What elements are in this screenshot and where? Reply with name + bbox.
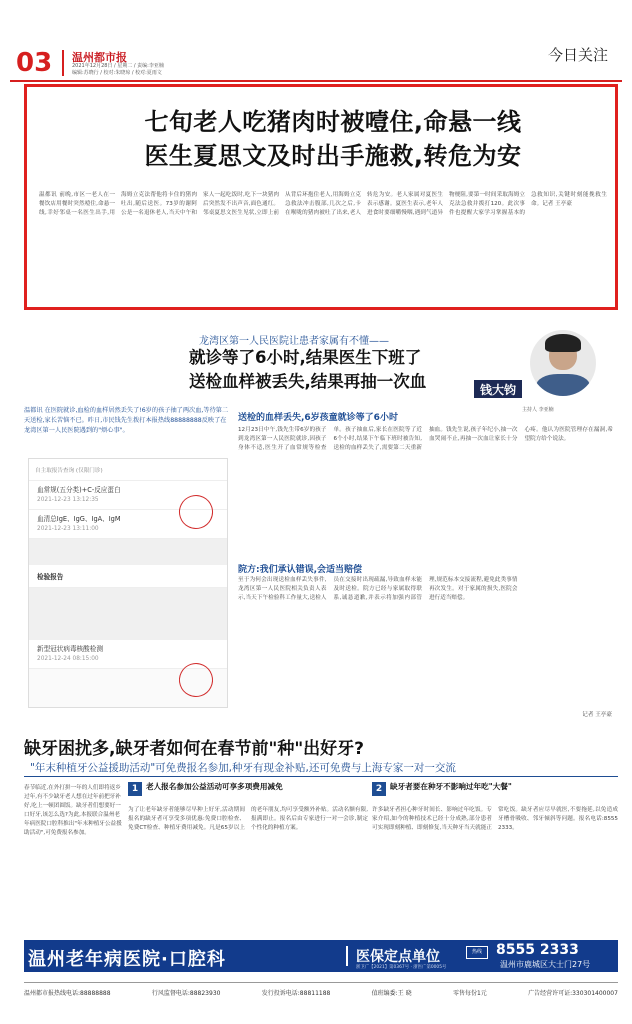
lead-headline-line2: 医生夏思文及时出手施救,转危为安 [144, 142, 522, 170]
masthead-meta-line1: 2021年12月28日 / 星期二 / 责编:李亚楠 [72, 63, 164, 69]
report-row-title: 血常规(五分类)+C-反应蛋白 [37, 486, 121, 494]
story2-subhead-1: 送检的血样丢失,6岁孩童就诊等了6小时 [238, 413, 398, 423]
story2-kicker: 龙湾区第一人民医院让患者家属有不懂—— [199, 336, 389, 347]
section-heading: 缺牙者要在种牙不影响过年吃"大餐" [390, 782, 512, 791]
columnist-portrait [530, 330, 596, 396]
columnist-badge [474, 330, 604, 416]
section-body: 为了让老年缺牙者能够尽早种上好牙,活动期间报名的缺牙者可享受多项优惠:免费口腔检查、免费CT检查、种植牙费用减免。凡是65岁以上的老年朋友,均可享受额外补贴。活动名额有限,报满即止。报名后由专家进行一对一会诊,制定个性化的种植方案。 [128, 807, 368, 831]
portrait-hair [545, 334, 581, 352]
masthead [10, 44, 622, 84]
lead-body: 温都讯 前晚,市区一老人在一餐饮店用餐时突然噎住,命悬一线,幸好邻桌一名医生出手,用海姆立克法帮他将卡住的猪肉吐出,随后送医。73岁的谢阿公是一名退休老人,当天中午和家人一起吃饭时,吃下一块猪肉后突然发不出声音,面色通红。邻桌夏思文医生见状,立即上前从背后环抱住老人,用海姆立克急救法冲击腹部,几次之后,卡在喉咙的猪肉被吐了出来,老人转危为安。老人家属对夏医生表示感谢。夏医生表示,老年人进食时要细嚼慢咽,遇到气道异物梗阻,要第一时间采取海姆立克法急救并拨打120。此次事件也提醒大家学习掌握基本的急救知识,关键时刻能挽救生命。记者 王亭豪 [39, 192, 607, 216]
story2-headline [189, 346, 426, 394]
ad-hospital-name: 温州老年病医院·口腔科 [28, 949, 226, 970]
story3-section-2 [372, 782, 618, 906]
report-row-date: 2021-12-24 08:15:00 [37, 656, 99, 662]
paper-name: 温州都市报 [72, 51, 127, 64]
footer-item: 值班编委:王 晓 [371, 990, 412, 997]
story2-body-2: 至于为何会出现送检血样丢失事件,龙湾区第一人民医院相关负责人表示,当天下午检验科工作量大,送检人员在交接时出现疏漏,导致血样未能及时送检。院方已经与家属取得联系,诚恳道歉,并表示将加强内部管理,规范标本交接流程,避免此类事情再次发生。对于家属的损失,医院会进行适当赔偿。 [238, 577, 518, 601]
ad-divider [346, 946, 348, 966]
story3-lead-column: 春节临近,在外打拼一年的人们即将返乡过年,有不少缺牙老人想在过年前把牙补好,吃上一顿团圆饭。缺牙者们想要好一口好牙,该怎么选?为此,本报联合温州老年病医院口腔科推出"年末种植牙公益援助活动",可免费报名参加。 [24, 785, 122, 836]
story2-headline-line2: 送检血样被丢失,结果再抽一次血 [189, 372, 427, 391]
ad-address: 温州市鹿城区大士门27号 [500, 960, 591, 969]
section-body: 许多缺牙者担心种牙时间长、影响过年吃饭。专家介绍,如今的种植技术已经十分成熟,部分患者可实现即刻种植、即刻修复,当天种牙当天就能正常吃饭。缺牙者应尽早就医,不要拖延,以免造成牙槽骨吸收、邻牙倾斜等问题。报名电话:8555 2333。 [372, 807, 618, 831]
ad-tagline: 医保定点单位 [356, 949, 440, 965]
phone-topbar: 自主取报告查询 (仅限门诊) [29, 459, 227, 481]
story2-intro: 温都讯 在医院就诊,血检的血样居然丢失了!6岁的孩子抽了两次血,等待第二天送检,家长苦恼不已。昨日,市民钱先生拨打本报热线88888888反映了在龙湾区第一人民医院遇到的"烦心事"。 [24, 407, 229, 434]
masthead-rule [10, 80, 622, 82]
section-number-badge: 2 [372, 782, 386, 796]
footer [24, 988, 618, 997]
footer-item: 发行投诉电话:88811188 [261, 990, 331, 997]
lead-headline [57, 105, 609, 173]
phone-spacer [29, 614, 227, 640]
footer-item: 广告经营许可证:330301400007 [528, 990, 618, 997]
story-hospital [24, 318, 618, 728]
columnist-byline: 主持人 李亚楠 [522, 407, 554, 413]
phone-section-header: 检验报告 [29, 565, 227, 588]
report-row-date: 2021-12-23 13:12:35 [37, 497, 99, 503]
footer-item: 行风监督电话:88823930 [151, 990, 221, 997]
masthead-meta [72, 63, 252, 77]
phone-spacer [29, 539, 227, 565]
story2-subhead-2: 院方:我们承认错误,会适当赔偿 [238, 565, 363, 575]
masthead-divider [62, 50, 64, 76]
report-row-title: 新型冠状病毒核酸检测 [37, 645, 103, 653]
hospital-ad-banner [24, 940, 618, 972]
report-row-title: 血清总IgE、IgG、IgA、IgM [37, 515, 121, 523]
section-number-badge: 1 [128, 782, 142, 796]
section-heading: 老人报名参加公益活动可享多项费用减免 [146, 782, 283, 791]
story3-rule [24, 776, 618, 777]
phone-spacer [29, 588, 227, 614]
portrait-shirt [536, 374, 590, 396]
story2-byline: 记者 王亭豪 [582, 712, 612, 718]
story2-body-1: 12月23日中午,钱先生带6岁的孩子到龙湾区第一人民医院就诊,因孩子身体不适,医生开了血常规等检查单。孩子抽血后,家长在医院等了近6个小时,结果下午临下班时被告知,送检的血样丢失了,需要第二天重新抽血。钱先生说,孩子年纪小,抽一次血哭闹不止,再抽一次血让家长十分心疼。他认为医院管理存在漏洞,希望院方给个说法。 [238, 427, 613, 451]
ad-fine-print: 浙卫广【2021】第0367号 · 浙医广第0005号 [356, 965, 447, 970]
lead-story [24, 84, 618, 310]
columnist-name: 钱大钧 [474, 380, 522, 398]
phone-icon: 热线 [466, 946, 488, 959]
phone-screenshot [28, 458, 228, 708]
page-number: 03 [16, 48, 53, 78]
story3-headline: 缺牙困扰多,缺牙者如何在春节前"种"出好牙? [24, 739, 365, 759]
masthead-meta-line2: 编辑:苏晓行 / 校对:朱晓琼 / 校对:夏雨文 [72, 70, 162, 76]
footer-item: 零售每份1元 [452, 990, 487, 997]
lead-headline-line1: 七旬老人吃猪肉时被噎住,命悬一线 [144, 108, 522, 136]
story-dental [24, 730, 618, 912]
report-row-date: 2021-12-23 13:11:00 [37, 526, 99, 532]
footer-rule [24, 982, 618, 983]
story3-subtitle: "年末种植牙公益援助活动"可免费报名参加,种牙有现金补贴,还可免费与上海专家一对一交流 [30, 762, 456, 774]
ad-phone-number: 8555 2333 [496, 942, 579, 958]
section-title: 今日关注 [547, 46, 608, 64]
footer-item: 温州都市报热线电话:88888888 [24, 990, 111, 997]
story3-section-1 [128, 782, 368, 906]
story2-headline-line1: 就诊等了6小时,结果医生下班了 [189, 348, 422, 367]
